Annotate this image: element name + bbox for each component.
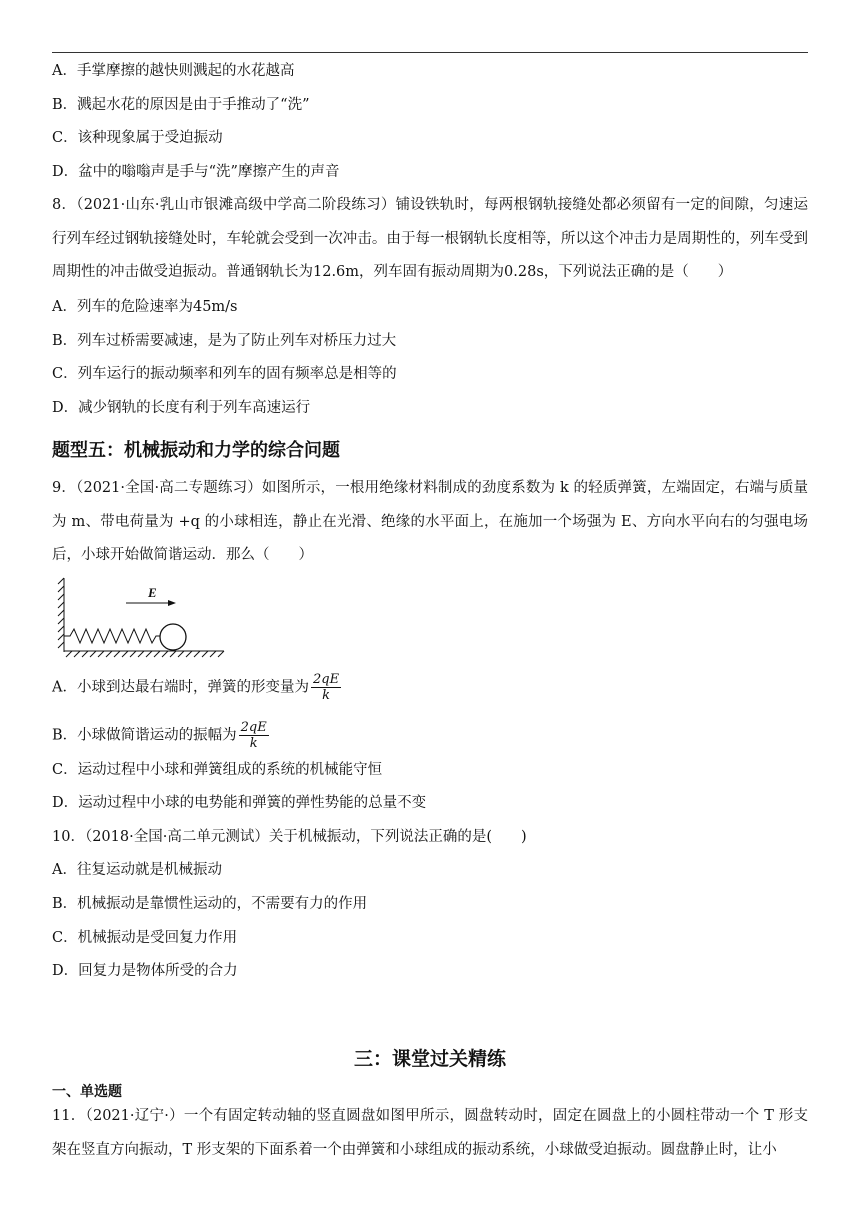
q7-option-d: D．盆中的嗡嗡声是手与“洗”摩擦产生的声音 <box>52 164 340 180</box>
q8-stem: 8．（2021·山东·乳山市银滩高级中学高二阶段练习）铺设铁轨时，每两根钢轨接缝处都必须留有一定的间隙，匀速运行列车经过钢轨接缝处时，车轮就会受到一次冲击。由于每一根钢轨长度相等，所以这个冲击力是周期性的，列车受到周期性的冲击做受迫振动。普通钢轨长为12.6m，列车固有振动周期为0.28s，下列说法正确的是（ ） <box>52 197 808 280</box>
floor-hatch <box>64 651 224 657</box>
spring-ball-figure <box>56 576 266 658</box>
q8-option-a: A．列车的危险速率为45m/s <box>52 299 238 315</box>
section-title-classroom: 三：课堂过关精练 <box>353 1048 506 1070</box>
header-rule <box>52 52 808 53</box>
subsection-title-single-choice: 一、单选题 <box>52 1084 122 1100</box>
q10-option-c: C．机械振动是受回复力作用 <box>52 930 238 946</box>
section-title-type5: 题型五：机械振动和力学的综合问题 <box>52 440 340 461</box>
q9-option-a <box>52 672 341 703</box>
fraction-2qe-over-k <box>239 720 269 751</box>
q9-option-a-text: A．小球到达最右端时，弹簧的形变量为 <box>52 679 309 696</box>
field-arrowhead <box>168 600 176 606</box>
fraction-numerator: 2qE <box>240 720 267 735</box>
q7-option-b: B．溅起水花的原因是由于手推动了“洗” <box>52 97 310 113</box>
q7-option-c: C．该种现象属于受迫振动 <box>52 130 223 146</box>
q7-option-a: A．手掌摩擦的越快则溅起的水花越高 <box>52 63 295 79</box>
q9-option-b-text: B．小球做简谐运动的振幅为 <box>52 727 237 744</box>
q10-option-b: B．机械振动是靠惯性运动的，不需要有力的作用 <box>52 896 368 912</box>
q8-option-d: D．减少钢轨的长度有利于列车高速运行 <box>52 400 311 416</box>
q10-option-d: D．回复力是物体所受的合力 <box>52 963 238 979</box>
q11-stem: 11．（2021·辽宁·）一个有固定转动轴的竖直圆盘如图甲所示，圆盘转动时，固定在圆盘上的小圆柱带动一个 T 形支架在竖直方向振动，T 形支架的下面系着一个由弹簧和小球组成的振动系统，小球做受迫振动。圆盘静止时，让小 <box>52 1108 808 1158</box>
q8-option-c: C．列车运行的振动频率和列车的固有频率总是相等的 <box>52 366 397 382</box>
q9-option-b <box>52 720 269 751</box>
q8-option-b: B．列车过桥需要减速，是为了防止列车对桥压力过大 <box>52 333 397 349</box>
fraction-numerator: 2qE <box>312 672 340 687</box>
fraction-denominator: k <box>249 736 258 751</box>
q9-option-d: D．运动过程中小球的电势能和弹簧的弹性势能的总量不变 <box>52 795 427 811</box>
fraction-2qe-over-k <box>311 672 341 703</box>
field-label-e: E <box>148 585 157 600</box>
fraction-denominator: k <box>322 688 330 703</box>
q9-stem: 9．（2021·全国·高二专题练习）如图所示，一根用绝缘材料制成的劲度系数为 k 的轻质弹簧，左端固定，右端与质量为 m、带电荷量为 +q 的小球相连，静止在光滑、绝缘的水平面上，在施加一个场强为 E、方向水平向右的匀强电场后，小球开始做简谐运动．那么（ ） <box>52 480 808 563</box>
q10-option-a: A．往复运动就是机械振动 <box>52 862 222 878</box>
q9-option-c: C．运动过程中小球和弹簧组成的系统的机械能守恒 <box>52 762 383 778</box>
ball <box>160 624 186 650</box>
spring <box>64 629 160 643</box>
wall-hatch <box>58 578 64 652</box>
q10-stem: 10．（2018·全国·高二单元测试）关于机械振动，下列说法正确的是( ) <box>52 829 527 845</box>
